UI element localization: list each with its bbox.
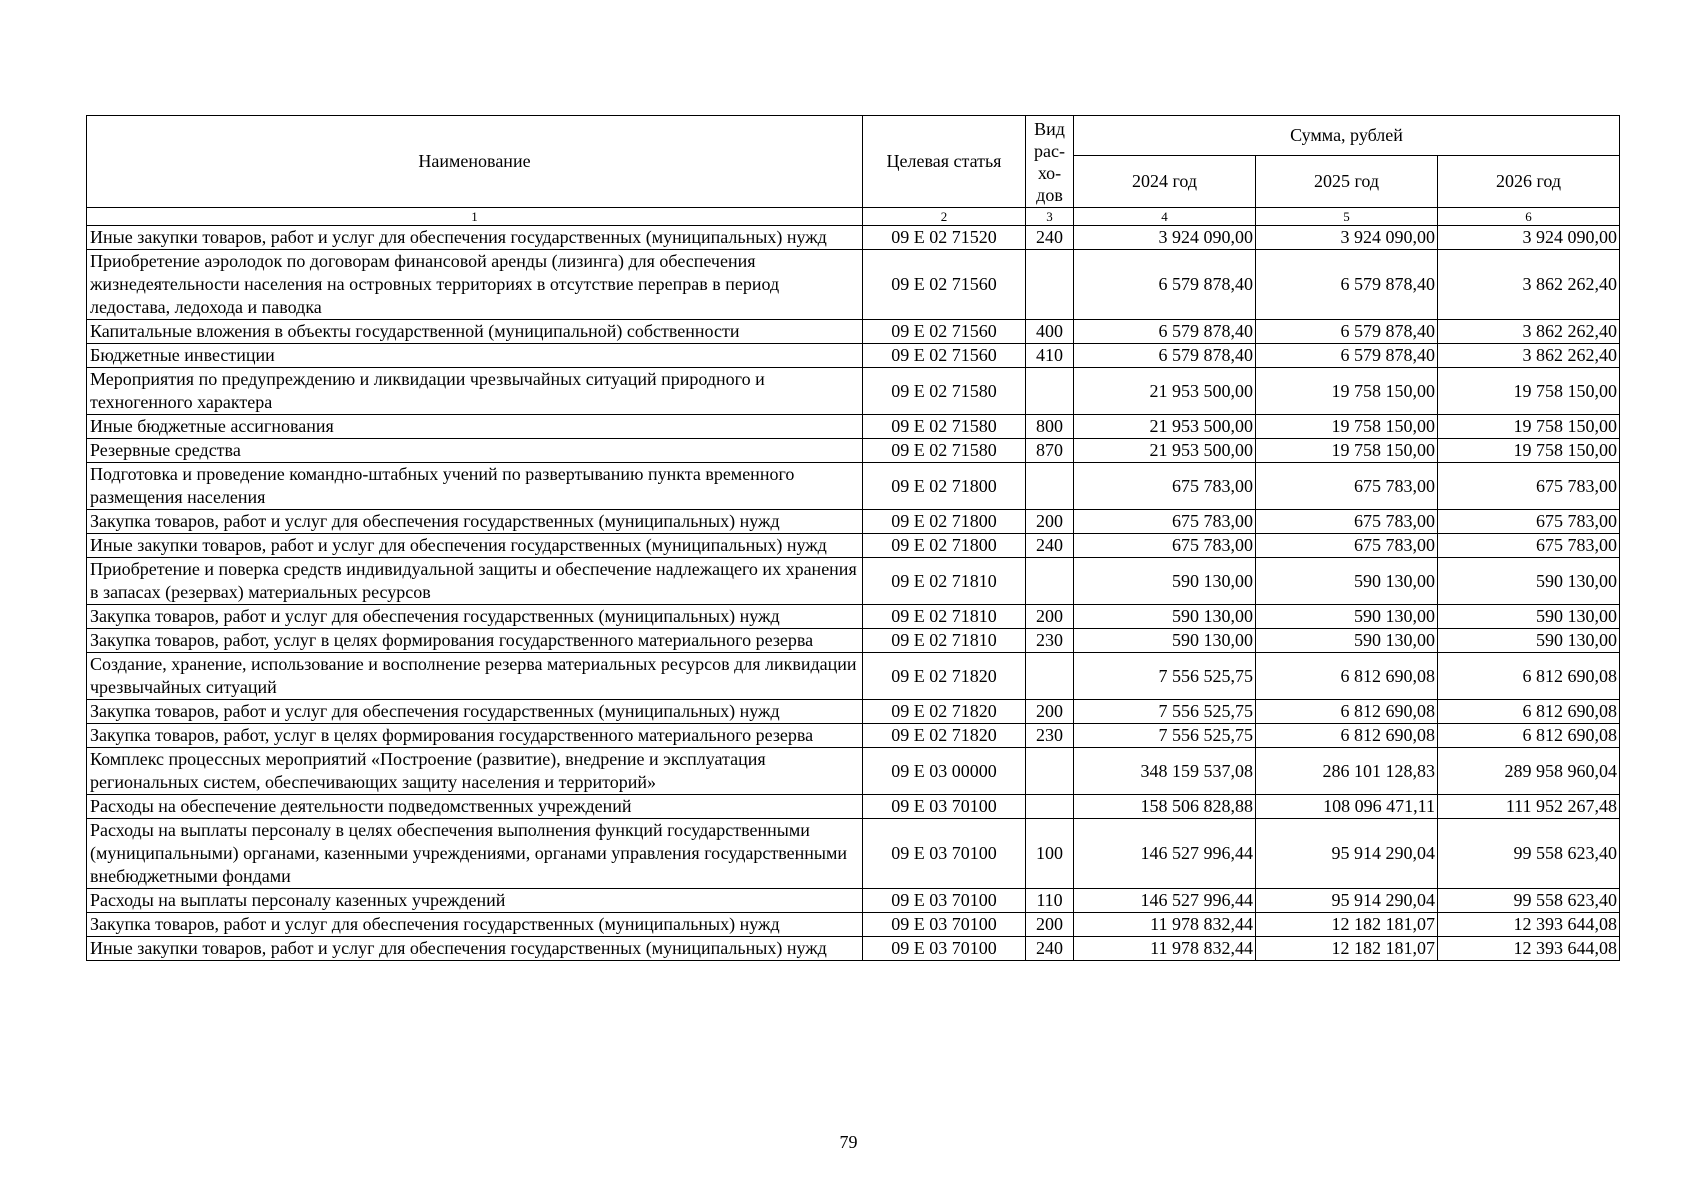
row-expense-type: [1026, 463, 1074, 510]
table-row: [87, 415, 1620, 439]
row-expense-type: 240: [1026, 937, 1074, 961]
row-sum-2025: 6 812 690,08: [1256, 724, 1438, 748]
header-year-2024: 2024 год: [1074, 156, 1256, 208]
row-expense-type: 200: [1026, 510, 1074, 534]
table-row: [87, 510, 1620, 534]
row-name: Закупка товаров, работ и услуг для обеспечения государственных (муниципальных) нужд: [87, 510, 863, 534]
table-row: [87, 700, 1620, 724]
table-body: [87, 226, 1620, 961]
row-sum-2025: 6 812 690,08: [1256, 653, 1438, 700]
row-sum-2024: 7 556 525,75: [1074, 653, 1256, 700]
row-sum-2024: 6 579 878,40: [1074, 250, 1256, 320]
row-expense-type: 200: [1026, 913, 1074, 937]
row-name: Создание, хранение, использование и восполнение резерва материальных ресурсов для ликвидации чрезвычайных ситуаций: [87, 653, 863, 700]
header-year-2026: 2026 год: [1438, 156, 1620, 208]
row-sum-2024: 6 579 878,40: [1074, 320, 1256, 344]
table-row: [87, 819, 1620, 889]
row-sum-2024: 158 506 828,88: [1074, 795, 1256, 819]
column-number-3: 3: [1026, 208, 1074, 226]
row-expense-type: 200: [1026, 700, 1074, 724]
row-target-article: 09 Е 02 71800: [863, 510, 1026, 534]
row-sum-2026: 19 758 150,00: [1438, 415, 1620, 439]
column-number-1: 1: [87, 208, 863, 226]
table-row: [87, 605, 1620, 629]
row-sum-2024: 21 953 500,00: [1074, 368, 1256, 415]
column-number-5: 5: [1256, 208, 1438, 226]
row-name: Иные закупки товаров, работ и услуг для обеспечения государственных (муниципальных) нужд: [87, 226, 863, 250]
row-sum-2025: 3 924 090,00: [1256, 226, 1438, 250]
row-sum-2026: 675 783,00: [1438, 534, 1620, 558]
row-sum-2026: 99 558 623,40: [1438, 819, 1620, 889]
row-name: Расходы на выплаты персоналу в целях обеспечения выполнения функций государственными (муниципальными) органами, казенными учреждениями, органами управления государственными внебюджетными фондами: [87, 819, 863, 889]
row-expense-type: [1026, 250, 1074, 320]
row-sum-2024: 7 556 525,75: [1074, 724, 1256, 748]
table-row: [87, 534, 1620, 558]
row-sum-2025: 108 096 471,11: [1256, 795, 1438, 819]
row-target-article: 09 Е 02 71820: [863, 724, 1026, 748]
row-target-article: 09 Е 03 70100: [863, 819, 1026, 889]
row-sum-2026: 19 758 150,00: [1438, 439, 1620, 463]
row-sum-2024: 590 130,00: [1074, 558, 1256, 605]
row-sum-2025: 6 579 878,40: [1256, 344, 1438, 368]
row-sum-2024: 21 953 500,00: [1074, 439, 1256, 463]
row-sum-2024: 6 579 878,40: [1074, 344, 1256, 368]
row-target-article: 09 Е 02 71810: [863, 558, 1026, 605]
row-expense-type: 800: [1026, 415, 1074, 439]
row-sum-2024: 675 783,00: [1074, 534, 1256, 558]
row-sum-2026: 12 393 644,08: [1438, 913, 1620, 937]
row-sum-2025: 95 914 290,04: [1256, 889, 1438, 913]
row-expense-type: 230: [1026, 724, 1074, 748]
row-sum-2026: 590 130,00: [1438, 558, 1620, 605]
row-target-article: 09 Е 03 70100: [863, 795, 1026, 819]
row-sum-2024: 146 527 996,44: [1074, 819, 1256, 889]
row-sum-2025: 590 130,00: [1256, 629, 1438, 653]
row-expense-type: [1026, 368, 1074, 415]
row-sum-2025: 12 182 181,07: [1256, 913, 1438, 937]
row-name: Иные закупки товаров, работ и услуг для обеспечения государственных (муниципальных) нужд: [87, 937, 863, 961]
row-name: Резервные средства: [87, 439, 863, 463]
table-row: [87, 558, 1620, 605]
row-expense-type: [1026, 558, 1074, 605]
table-row: [87, 344, 1620, 368]
row-expense-type: [1026, 653, 1074, 700]
row-sum-2025: 590 130,00: [1256, 558, 1438, 605]
table-row: [87, 368, 1620, 415]
row-target-article: 09 Е 02 71810: [863, 605, 1026, 629]
row-sum-2025: 675 783,00: [1256, 510, 1438, 534]
header-name: Наименование: [87, 116, 863, 208]
row-expense-type: 200: [1026, 605, 1074, 629]
row-sum-2026: 590 130,00: [1438, 605, 1620, 629]
row-name: Комплекс процессных мероприятий «Построение (развитие), внедрение и эксплуатация региональных систем, обеспечивающих защиту населения и территорий»: [87, 748, 863, 795]
table-row: [87, 653, 1620, 700]
row-target-article: 09 Е 03 70100: [863, 913, 1026, 937]
table-row: [87, 250, 1620, 320]
header-expense-type: Вид рас-хо-дов: [1026, 116, 1074, 208]
row-sum-2025: 95 914 290,04: [1256, 819, 1438, 889]
row-target-article: 09 Е 02 71580: [863, 368, 1026, 415]
column-number-6: 6: [1438, 208, 1620, 226]
column-number-4: 4: [1074, 208, 1256, 226]
row-expense-type: [1026, 795, 1074, 819]
row-expense-type: 240: [1026, 534, 1074, 558]
row-name: Подготовка и проведение командно-штабных учений по развертыванию пункта временного размещения населения: [87, 463, 863, 510]
row-sum-2025: 19 758 150,00: [1256, 439, 1438, 463]
row-name: Закупка товаров, работ, услуг в целях формирования государственного материального резерва: [87, 724, 863, 748]
header-target-article: Целевая статья: [863, 116, 1026, 208]
row-sum-2025: 6 579 878,40: [1256, 320, 1438, 344]
table-row: [87, 320, 1620, 344]
row-target-article: 09 Е 02 71560: [863, 344, 1026, 368]
table-row: [87, 439, 1620, 463]
page-number: 79: [839, 1132, 858, 1152]
row-sum-2024: 3 924 090,00: [1074, 226, 1256, 250]
row-sum-2026: 590 130,00: [1438, 629, 1620, 653]
table-row: [87, 724, 1620, 748]
row-target-article: 09 Е 02 71820: [863, 653, 1026, 700]
row-sum-2024: 146 527 996,44: [1074, 889, 1256, 913]
table-header: [87, 116, 1620, 226]
row-expense-type: 410: [1026, 344, 1074, 368]
column-number-2: 2: [863, 208, 1026, 226]
row-sum-2024: 11 978 832,44: [1074, 913, 1256, 937]
row-expense-type: 100: [1026, 819, 1074, 889]
row-name: Иные закупки товаров, работ и услуг для обеспечения государственных (муниципальных) нужд: [87, 534, 863, 558]
row-sum-2025: 19 758 150,00: [1256, 415, 1438, 439]
row-sum-2026: 675 783,00: [1438, 463, 1620, 510]
row-sum-2025: 12 182 181,07: [1256, 937, 1438, 961]
table-row: [87, 937, 1620, 961]
row-name: Закупка товаров, работ и услуг для обеспечения государственных (муниципальных) нужд: [87, 700, 863, 724]
row-sum-2026: 19 758 150,00: [1438, 368, 1620, 415]
row-expense-type: 230: [1026, 629, 1074, 653]
row-target-article: 09 Е 03 00000: [863, 748, 1026, 795]
row-name: Иные бюджетные ассигнования: [87, 415, 863, 439]
row-sum-2025: 6 812 690,08: [1256, 700, 1438, 724]
row-name: Мероприятия по предупреждению и ликвидации чрезвычайных ситуаций природного и техногенного характера: [87, 368, 863, 415]
row-sum-2024: 7 556 525,75: [1074, 700, 1256, 724]
row-target-article: 09 Е 02 71820: [863, 700, 1026, 724]
row-target-article: 09 Е 02 71800: [863, 534, 1026, 558]
row-sum-2026: 6 812 690,08: [1438, 653, 1620, 700]
table-row: [87, 748, 1620, 795]
row-sum-2026: 111 952 267,48: [1438, 795, 1620, 819]
row-sum-2025: 6 579 878,40: [1256, 250, 1438, 320]
row-expense-type: 400: [1026, 320, 1074, 344]
table-row: [87, 226, 1620, 250]
row-sum-2026: 6 812 690,08: [1438, 700, 1620, 724]
row-sum-2025: 675 783,00: [1256, 534, 1438, 558]
row-name: Капитальные вложения в объекты государственной (муниципальной) собственности: [87, 320, 863, 344]
table-row: [87, 795, 1620, 819]
row-sum-2026: 3 862 262,40: [1438, 250, 1620, 320]
row-sum-2026: 675 783,00: [1438, 510, 1620, 534]
header-sum: Сумма, рублей: [1074, 116, 1620, 156]
row-name: Приобретение аэролодок по договорам финансовой аренды (лизинга) для обеспечения жизнедеятельности населения на островных территориях в отсутствие переправ в период ледостава, ледохода и паводка: [87, 250, 863, 320]
row-target-article: 09 Е 02 71800: [863, 463, 1026, 510]
row-expense-type: 240: [1026, 226, 1074, 250]
row-expense-type: 110: [1026, 889, 1074, 913]
row-sum-2024: 11 978 832,44: [1074, 937, 1256, 961]
row-target-article: 09 Е 03 70100: [863, 889, 1026, 913]
row-name: Закупка товаров, работ, услуг в целях формирования государственного материального резерва: [87, 629, 863, 653]
table-row: [87, 913, 1620, 937]
row-name: Расходы на обеспечение деятельности подведомственных учреждений: [87, 795, 863, 819]
row-name: Закупка товаров, работ и услуг для обеспечения государственных (муниципальных) нужд: [87, 913, 863, 937]
row-sum-2026: 6 812 690,08: [1438, 724, 1620, 748]
row-sum-2024: 590 130,00: [1074, 605, 1256, 629]
table-row: [87, 629, 1620, 653]
row-sum-2026: 3 862 262,40: [1438, 344, 1620, 368]
row-target-article: 09 Е 02 71580: [863, 415, 1026, 439]
row-name: Бюджетные инвестиции: [87, 344, 863, 368]
row-sum-2024: 348 159 537,08: [1074, 748, 1256, 795]
row-expense-type: [1026, 748, 1074, 795]
budget-table: [86, 115, 1620, 961]
row-sum-2024: 675 783,00: [1074, 510, 1256, 534]
row-sum-2025: 19 758 150,00: [1256, 368, 1438, 415]
row-target-article: 09 Е 02 71560: [863, 250, 1026, 320]
row-target-article: 09 Е 02 71560: [863, 320, 1026, 344]
row-sum-2025: 590 130,00: [1256, 605, 1438, 629]
row-name: Расходы на выплаты персоналу казенных учреждений: [87, 889, 863, 913]
row-name: Приобретение и поверка средств индивидуальной защиты и обеспечение надлежащего их хранения в запасах (резервах) материальных ресурсов: [87, 558, 863, 605]
row-target-article: 09 Е 03 70100: [863, 937, 1026, 961]
row-target-article: 09 Е 02 71580: [863, 439, 1026, 463]
row-sum-2026: 3 924 090,00: [1438, 226, 1620, 250]
row-sum-2024: 675 783,00: [1074, 463, 1256, 510]
table-row: [87, 463, 1620, 510]
row-sum-2024: 21 953 500,00: [1074, 415, 1256, 439]
row-target-article: 09 Е 02 71520: [863, 226, 1026, 250]
row-expense-type: 870: [1026, 439, 1074, 463]
table-row: [87, 889, 1620, 913]
row-sum-2026: 289 958 960,04: [1438, 748, 1620, 795]
row-sum-2025: 286 101 128,83: [1256, 748, 1438, 795]
row-sum-2026: 3 862 262,40: [1438, 320, 1620, 344]
header-year-2025: 2025 год: [1256, 156, 1438, 208]
row-target-article: 09 Е 02 71810: [863, 629, 1026, 653]
row-sum-2025: 675 783,00: [1256, 463, 1438, 510]
row-sum-2026: 99 558 623,40: [1438, 889, 1620, 913]
row-sum-2026: 12 393 644,08: [1438, 937, 1620, 961]
row-name: Закупка товаров, работ и услуг для обеспечения государственных (муниципальных) нужд: [87, 605, 863, 629]
row-sum-2024: 590 130,00: [1074, 629, 1256, 653]
